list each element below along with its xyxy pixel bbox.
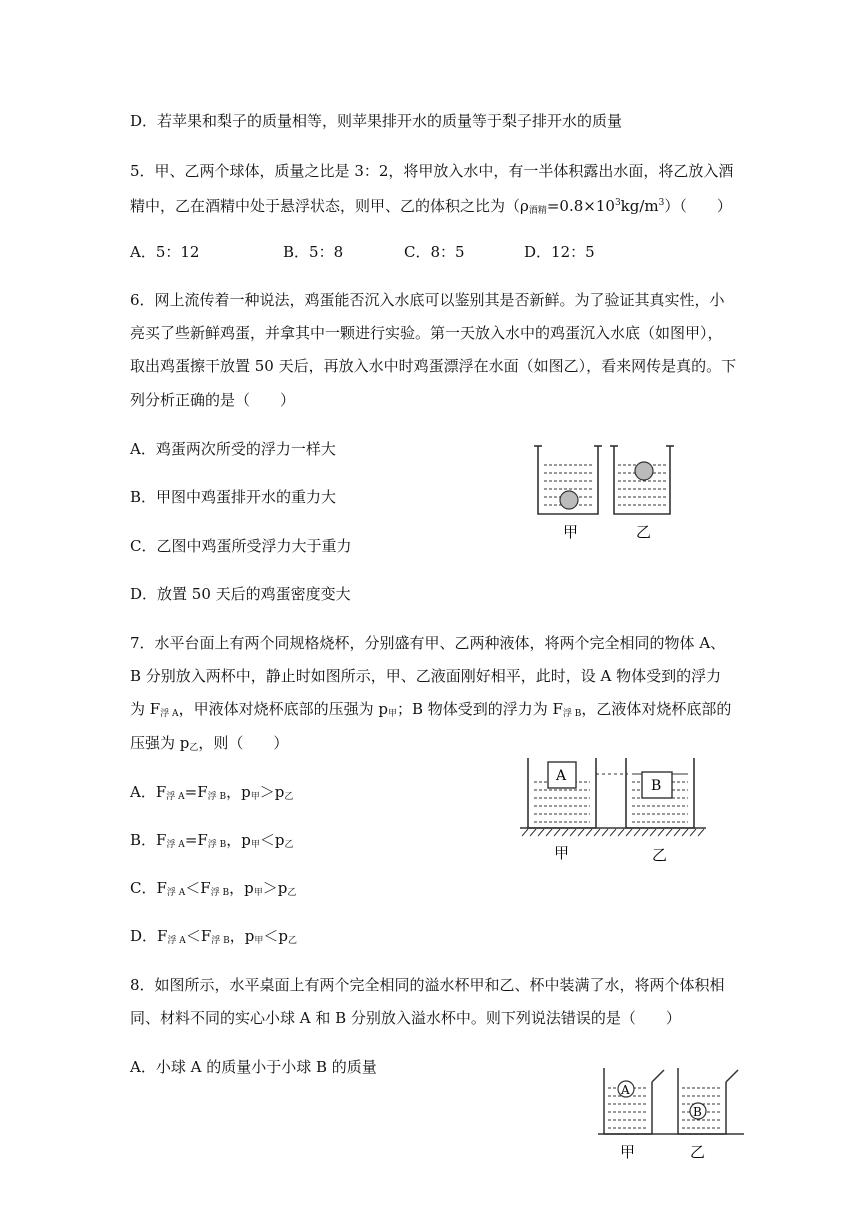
q8-label-jia: 甲	[620, 1143, 636, 1161]
q7-table-surface	[520, 828, 706, 836]
q7-opt-sub: 甲	[254, 936, 264, 946]
q7-opt-text: =F	[184, 783, 208, 801]
q6-egg-sunk	[560, 491, 578, 509]
q7-opt-text: =F	[184, 831, 208, 849]
q7-sub: 浮 B	[562, 709, 582, 719]
q7-opt-sub: 浮 A	[166, 840, 185, 850]
q7-label-yi: 乙	[652, 846, 668, 864]
q5-option-d: D．12：5	[524, 243, 595, 261]
q7-option-d	[130, 926, 297, 951]
q5-unit-exponent: 3	[658, 198, 665, 208]
q8-ball-b-label: B	[693, 1105, 702, 1119]
q7-option-a	[130, 782, 293, 807]
q6-stem-line3: 取出鸡蛋擦干放置 50 天后，再放入水中时鸡蛋漂浮在水面（如图乙），看来网传是真的。下	[130, 357, 737, 375]
q7-opt-sub: 浮 A	[166, 792, 185, 802]
q7-text: ，乙液体对烧杯底部的	[581, 700, 732, 718]
q6-beaker-jia	[534, 446, 602, 514]
q7-opt-sub: 甲	[250, 792, 260, 802]
q7-sub: 甲	[387, 709, 397, 719]
q5-option-c: C．8：5	[404, 243, 465, 261]
q6-option-c: C．乙图中鸡蛋所受浮力大于重力	[130, 537, 352, 555]
q7-opt-sub: 乙	[284, 840, 294, 850]
q5-answer-blank: ）（ ）	[664, 197, 732, 215]
q4-option-d: D．若苹果和梨子的质量相等，则苹果排开水的质量等于梨子排开水的质量	[130, 112, 623, 130]
q7-text: ；B 物体受到的浮力为 F	[396, 700, 563, 718]
q6-label-jia: 甲	[563, 523, 579, 541]
q8-ball-a-label: A	[621, 1083, 630, 1097]
q6-stem-line2: 亮买了些新鲜鸡蛋，并拿其中一颗进行实验。第一天放入水中的鸡蛋沉入水底（如图甲），	[130, 324, 723, 342]
q7-opt-sub: 乙	[284, 792, 294, 802]
q7-opt-text: ，p	[226, 783, 251, 801]
q7-opt-sub: 浮 B	[211, 936, 230, 946]
q7-block-b-label: B	[651, 778, 662, 794]
q7-opt-text: B．F	[130, 831, 167, 849]
q5-stem-line2	[130, 193, 732, 221]
q7-stem-line1: 7．水平台面上有两个同规格烧杯，分别盛有甲、乙两种液体，将两个完全相同的物体 A、	[130, 634, 726, 652]
q6-option-d: D．放置 50 天后的鸡蛋密度变大	[130, 585, 351, 603]
q8-cup-jia	[604, 1068, 664, 1134]
q5-stem-text: 精中，乙在酒精中处于悬浮状态，则甲、乙的体积之比为（ρ	[130, 197, 529, 215]
q7-opt-sub: 甲	[253, 888, 263, 898]
q7-stem-line4	[130, 733, 288, 758]
q6-stem-line1: 6．网上流传着一种说法，鸡蛋能否沉入水底可以鉴别其是否新鲜。为了验证其真实性，小	[130, 291, 725, 309]
q6-egg-floating	[635, 462, 653, 480]
q7-sub: 浮 A	[160, 709, 179, 719]
q7-text: ，甲液体对烧杯底部的压强为 p	[178, 700, 388, 718]
q6-egg-beaker-figure	[530, 440, 680, 545]
q7-beaker-yi	[626, 758, 694, 828]
q6-beaker-yi	[610, 446, 674, 514]
q7-opt-text: ＜p	[263, 927, 288, 945]
q7-opt-text: ，p	[226, 831, 251, 849]
q7-stem-line2: B 分别放入两杯中，静止时如图所示，甲、乙液面刚好相平，此时，设 A 物体受到的浮力	[130, 667, 722, 685]
q7-opt-sub: 乙	[287, 888, 297, 898]
q7-opt-text: A．F	[130, 783, 167, 801]
q6-option-a: A．鸡蛋两次所受的浮力一样大	[130, 440, 336, 458]
q7-opt-sub: 浮 A	[167, 936, 186, 946]
q7-block-beaker-figure	[518, 752, 710, 867]
q5-exponent: 3	[614, 198, 621, 208]
q5-density-unit: kg/m	[620, 197, 659, 215]
q7-text: ，则（ ）	[198, 734, 289, 752]
q7-sub: 乙	[189, 743, 199, 753]
q8-overflow-cup-figure	[598, 1062, 744, 1164]
q7-opt-text: ，p	[229, 879, 254, 897]
q7-text: 压强为 p	[130, 734, 190, 752]
q5-density-value: =0.8×10	[546, 197, 615, 215]
q8-option-a: A．小球 A 的质量小于小球 B 的质量	[130, 1058, 377, 1076]
q6-option-b: B．甲图中鸡蛋排开水的重力大	[130, 488, 337, 506]
q6-label-yi: 乙	[636, 523, 652, 541]
q5-option-b: B．5：8	[283, 243, 344, 261]
q7-opt-sub: 浮 B	[210, 888, 230, 898]
q6-stem-line4: 列分析正确的是（ ）	[130, 391, 296, 409]
q5-rho-subscript: 酒精	[528, 206, 547, 216]
q7-opt-text: ＞p	[262, 879, 288, 897]
q7-option-b	[130, 830, 294, 855]
q7-opt-text: ＜p	[259, 831, 285, 849]
q7-text: 为 F	[130, 700, 161, 718]
q7-option-c	[130, 878, 296, 903]
q7-opt-text: C．F	[130, 879, 167, 897]
q7-opt-sub: 浮 A	[166, 888, 186, 898]
q7-label-jia: 甲	[554, 844, 570, 862]
q7-opt-sub: 甲	[250, 840, 260, 850]
q7-opt-sub: 浮 B	[207, 840, 227, 850]
q8-stem-line2: 同、材料不同的实心小球 A 和 B 分别放入溢水杯中。则下列说法错误的是（ ）	[130, 1009, 681, 1027]
q7-opt-text: ＜F	[185, 879, 211, 897]
q7-opt-text: ＞p	[259, 783, 285, 801]
q7-opt-text: ，p	[229, 927, 255, 945]
q7-block-a-label: A	[556, 768, 567, 784]
q7-stem-line3	[130, 699, 731, 724]
q8-label-yi: 乙	[690, 1143, 706, 1161]
q8-cup-yi	[678, 1068, 738, 1134]
q7-opt-sub: 浮 B	[207, 792, 227, 802]
q8-stem-line1: 8．如图所示，水平桌面上有两个完全相同的溢水杯甲和乙、杯中装满了水，将两个体积相	[130, 976, 725, 994]
q7-beaker-jia	[528, 758, 596, 828]
q7-opt-text: ＜F	[185, 927, 212, 945]
q7-opt-text: D．F	[130, 927, 168, 945]
q5-option-a: A．5：12	[130, 243, 200, 261]
q5-stem-line1: 5．甲、乙两个球体，质量之比是 3：2，将甲放入水中，有一半体积露出水面，将乙放入酒	[130, 162, 734, 180]
q7-opt-sub: 乙	[287, 936, 297, 946]
